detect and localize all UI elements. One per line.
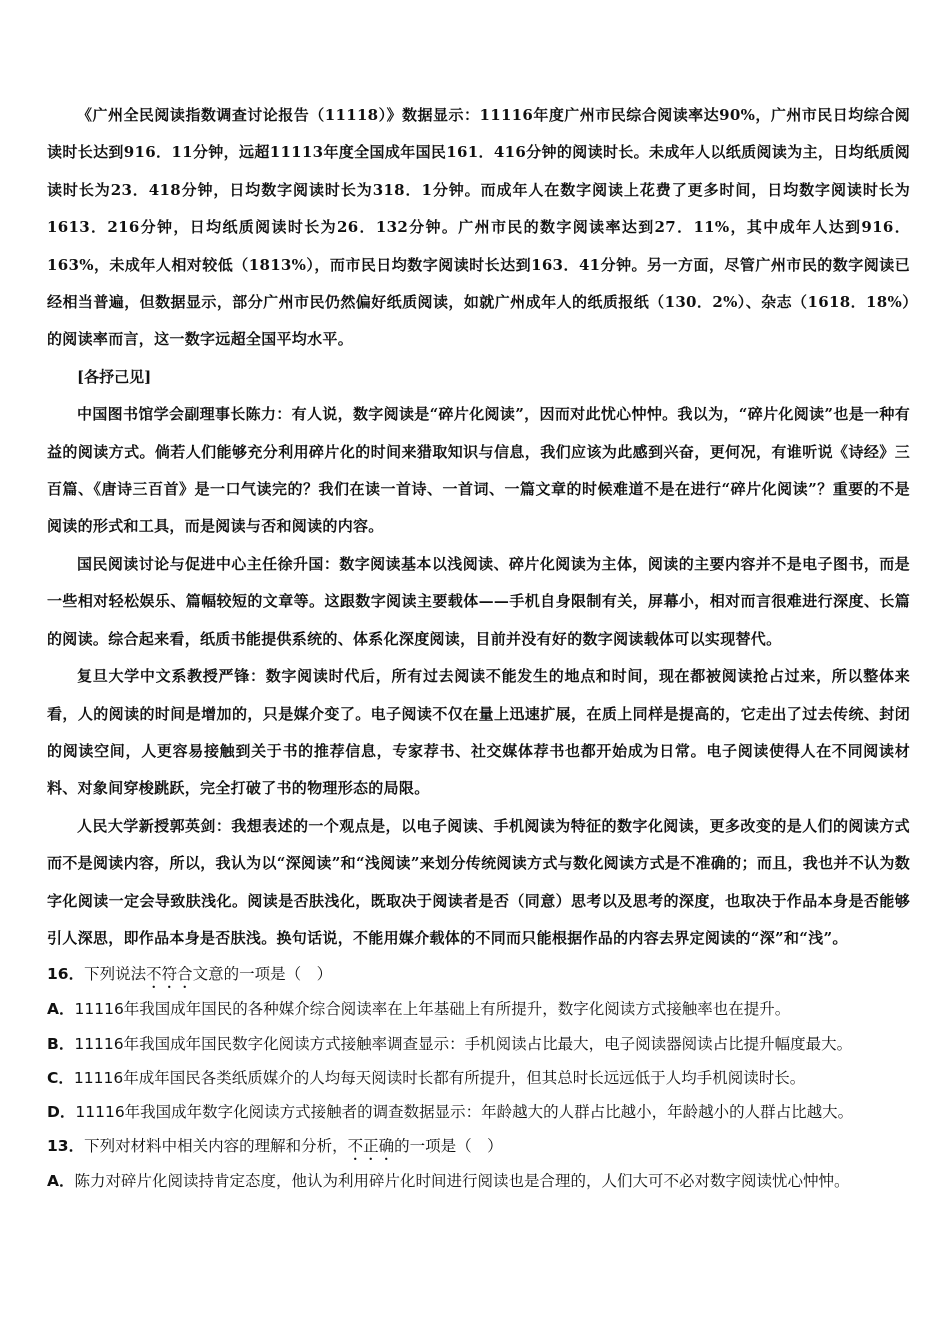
option-c[interactable] [47,1061,910,1095]
option-a[interactable] [47,992,910,1026]
section-tag: [各抒己见] [77,367,152,386]
question-13 [47,1129,910,1198]
option-letter: D． [47,1102,76,1121]
question-stem-text: 下列对材料中相关内容的理解和分析， [84,1137,348,1156]
option-text: 11116年我国成年国民的各种媒介综合阅读率在上年基础上有所提升，数字化阅读方式接触率也在提升。 [74,1000,791,1019]
emphasis-text: 不正确 [347,1137,395,1156]
passage-paragraph-1: 《广州全民阅读指数调查讨论报告（11118）》数据显示：11116年度广州市民综合阅读率达90%，广州市民日均综合阅读时长达到916．11分钟，远超11113年度全国成年国民161．416分钟的阅读时长。未成年人以纸质阅读为主，日均纸质阅读时长为23．418分钟，日均数字阅读时长为318．1分钟。而成年人在数字阅读上花费了更多时间，日均数字阅读时长为1613．216分钟，日均纸质阅读时长为26．132分钟。广州市民的数字阅读率达到27．11%，其中成年人达到916．163%，未成年人相对较低（1813%），而市民日均数字阅读时长达到163．41分钟。另一方面，尽管广州市民的数字阅读已经相当普遍，但数据显示，部分广州市民仍然偏好纸质阅读，如就广州成年人的纸质报纸（130．2%）、杂志（1618．18%）的阅读率而言，这一数字远超全国平均水平。 [47,106,910,349]
option-b[interactable] [47,1027,910,1061]
option-text: 陈力对碎片化阅读持肯定态度，他认为利用碎片化时间进行阅读也是合理的，人们大可不必对数字阅读忧心忡忡。 [74,1172,850,1191]
option-letter: B． [47,1034,75,1053]
passage-paragraph-3: 国民阅读讨论与促进中心主任徐升国：数字阅读基本以浅阅读、碎片化阅读为主体，阅读的主要内容并不是电子图书，而是一些相对轻松娱乐、篇幅较短的文章等。这跟数字阅读主要载体——手机自身限制有关，屏幕小，相对而言很难进行深度、长篇的阅读。综合起来看，纸质书能提供系统的、体系化深度阅读，目前并没有好的数字阅读载体可以实现替代。 [47,554,910,648]
option-text: 11116年成年国民各类纸质媒介的人均每天阅读时长都有所提升，但其总时长远远低于人均手机阅读时长。 [73,1068,806,1087]
option-letter: A． [47,1000,75,1019]
question-16-stem [47,957,910,992]
option-letter: C． [47,1068,74,1087]
passage-paragraph-2: 中国图书馆学会副理事长陈力：有人说，数字阅读是“碎片化阅读”，因而对此忧心忡忡。我以为，“碎片化阅读”也是一种有益的阅读方式。倘若人们能够充分利用碎片化的时间来猎取知识与信息，我们应该为此感到兴奋，更何况，有谁听说《诗经》三百篇、《唐诗三百首》是一口气读完的？我们在读一首诗、一首词、一篇文章的时候难道不是在进行“碎片化阅读”？重要的不是阅读的形式和工具，而是阅读与否和阅读的内容。 [47,405,910,536]
question-13-stem [47,1129,910,1164]
option-letter: A． [47,1172,75,1191]
option-text: 11116年我国成年国民数字化阅读方式接触率调查显示：手机阅读占比最大，电子阅读器阅读占比提升幅度最大。 [74,1034,853,1053]
question-stem-text: 下列说法 [84,965,147,984]
question-stem-text: 的一项是（ ） [394,1137,503,1156]
question-stem-text: 文意的一项是（ ） [192,965,333,984]
question-number: 16． [47,965,85,984]
passage-paragraph-5: 人民大学新授郭英剑：我想表述的一个观点是，以电子阅读、手机阅读为特征的数字化阅读，更多改变的是人们的阅读方式而不是阅读内容，所以，我认为以“深阅读”和“浅阅读”来划分传统阅读方式与数化阅读方式是不准确的；而且，我也并不认为数字化阅读一定会导致肤浅化。阅读是否肤浅化，既取决于阅读者是否（同意）思考以及思考的深度，也取决于作品本身是否能够引人深思，即作品本身是否肤浅。换句话说，不能用媒介载体的不同而只能根据作品的内容去界定阅读的“深”和“浅”。 [47,816,910,947]
option-d[interactable] [47,1095,910,1129]
option-text: 11116年我国成年数字化阅读方式接触者的调查数据显示：年龄越大的人群占比越小，年龄越小的人群占比越大。 [75,1102,854,1121]
passage-paragraph-4: 复旦大学中文系教授严锋：数字阅读时代后，所有过去阅读不能发生的地点和时间，现在都被阅读抢占过来，所以整体来看，人的阅读的时间是增加的，只是媒介变了。电子阅读不仅在量上迅速扩展，在质上同样是提高的，它走出了过去传统、封闭的阅读空间，人更容易接触到关于书的推荐信息，专家荐书、社交媒体荐书也都开始成为日常。电子阅读使得人在不同阅读材料、对象间穿梭跳跃，完全打破了书的物理形态的局限。 [47,667,910,798]
question-number: 13． [47,1137,85,1156]
emphasis-text: 不符合 [146,965,193,984]
option-a[interactable] [47,1164,910,1198]
question-16 [47,957,910,1129]
